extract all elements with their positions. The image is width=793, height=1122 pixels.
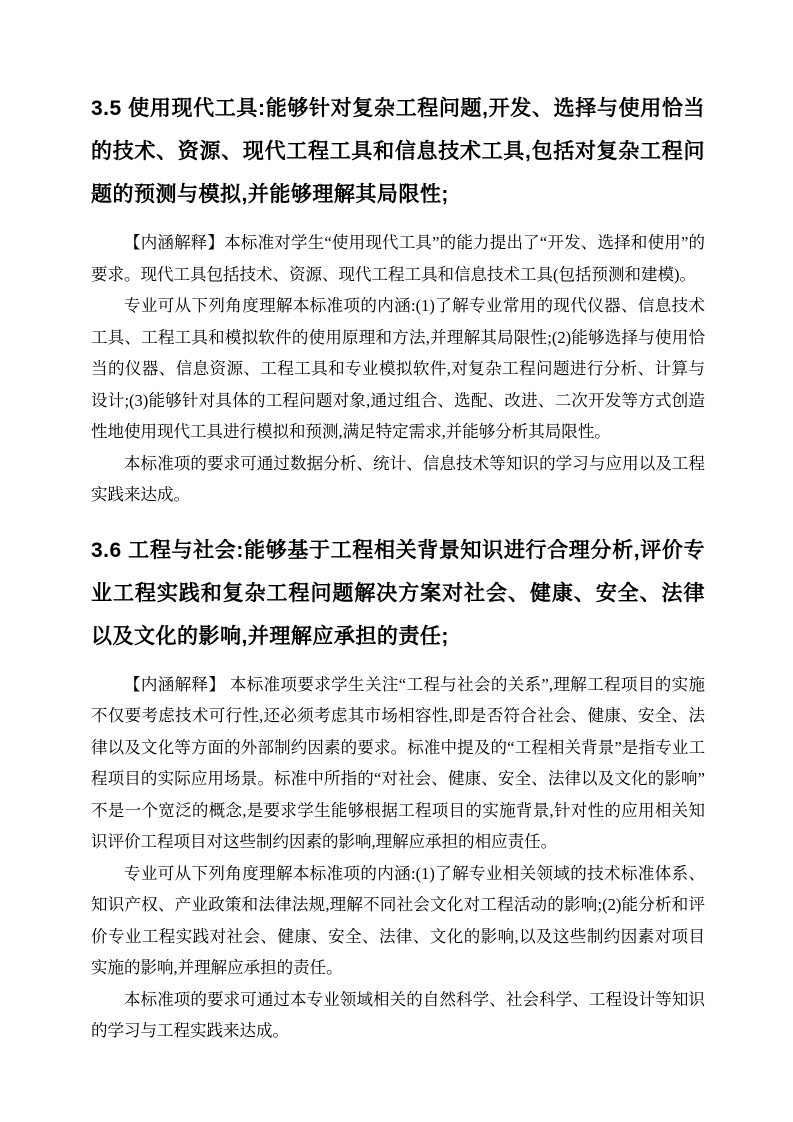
section-3-6-paragraph-connotation: 【内涵解释】 本标准项要求学生关注“工程与社会的关系”,理解工程项目的实施不仅要考虑技术可行性,还必须考虑其市场相容性,即是否符合社会、健康、安全、法律以及文化等方面的外部制约因素的要求。标准中提及的“工程相关背景”是指专业工程项目的实际应用场景。标准中所指的“对社会、健康、安全、法律以及文化的影响”不是一个宽泛的概念,是要求学生能够根据工程项目的实施背景,针对性的应用相关知识评价工程项目对这些制约因素的影响,理解应承担的相应责任。 (91, 674, 705, 851)
section-3-6 (91, 529, 705, 1047)
section-3-6-heading: 3.6 工程与社会:能够基于工程相关背景知识进行合理分析,评价专业工程实践和复杂工程问题解决方案对社会、健康、安全、法律以及文化的影响,并理解应承担的责任; (91, 538, 705, 648)
section-3-5-paragraph-achievement: 本标准项的要求可通过数据分析、统计、信息技术等知识的学习与应用以及工程实践来达成。 (91, 453, 705, 504)
section-3-5-paragraph-connotation: 【内涵解释】本标准对学生“使用现代工具”的能力提出了“开发、选择和使用”的要求。现代工具包括技术、资源、现代工程工具和信息技术工具(包括预测和建模)。 (91, 233, 705, 284)
section-3-5-paragraph-angles: 专业可从下列角度理解本标准项的内涵:(1)了解专业常用的现代仪器、信息技术工具、工程工具和模拟软件的使用原理和方法,并理解其局限性;(2)能够选择与使用恰当的仪器、信息资源、工程工具和专业模拟软件,对复杂工程问题进行分析、计算与设计;(3)能够针对具体的工程问题对象,通过组合、选配、改进、二次开发等方式创造性地使用现代工具进行模拟和预测,满足特定需求,并能够分析其局限性。 (91, 296, 705, 441)
section-3-6-paragraph-angles: 专业可从下列角度理解本标准项的内涵:(1)了解专业相关领域的技术标准体系、知识产权、产业政策和法律法规,理解不同社会文化对工程活动的影响;(2)能分析和评价专业工程实践对社会、健康、安全、法律、文化的影响,以及这些制约因素对项目实施的影响,并理解应承担的责任。 (91, 863, 705, 977)
section-3-6-paragraph-achievement: 本标准项的要求可通过本专业领域相关的自然科学、社会科学、工程设计等知识的学习与工程实践来达成。 (91, 989, 705, 1040)
section-3-5 (91, 87, 705, 511)
section-3-5-heading: 3.5 使用现代工具:能够针对复杂工程问题,开发、选择与使用恰当的技术、资源、现代工程工具和信息技术工具,包括对复杂工程问题的预测与模拟,并能够理解其局限性; (91, 97, 705, 206)
